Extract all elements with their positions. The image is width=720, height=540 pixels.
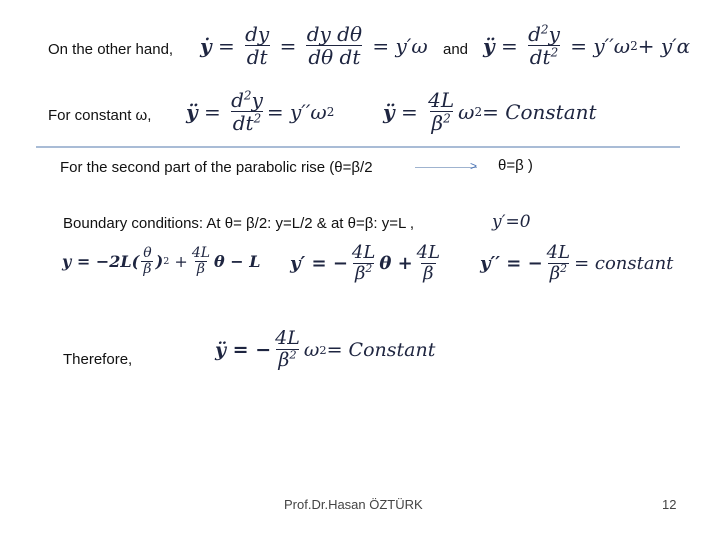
line5-eq-ydoubleprime: y′′ = − $\frac{4L}{\beta^2}$ = constant xyxy=(480,242,674,284)
frac-dy-dt: $\frac{dy}{dt}$ xyxy=(245,22,270,69)
footer-author: Prof.Dr.Hasan ÖZTÜRK xyxy=(284,497,423,512)
line1-equation: ẏ = $\frac{dy}{dt}$ = $\frac{\text{dy dθ}}{\text{dθ dt}}$ = y′ω xyxy=(200,22,428,69)
arrow-line xyxy=(415,167,477,168)
arrow-icon: > xyxy=(470,159,478,173)
line4-cond: y′=0 xyxy=(492,212,531,232)
line5-eq-yprime: y′ = − $\frac{4L}{\beta^2}$ θ + $\frac{4L}{\beta}$ xyxy=(290,242,441,284)
line6-equation: ÿ = − $\frac{4L}{\beta^2}$ ω 2 = Constant xyxy=(215,327,436,371)
line1-label: On the other hand, xyxy=(48,41,174,58)
line1-equation2: ÿ = $\frac{d^2y}{dt^2}$ = y′′ω 2 + y′α xyxy=(483,22,691,69)
and-label: and xyxy=(443,41,469,58)
divider xyxy=(36,146,680,148)
line4-label: Boundary conditions: At θ= β/2: y=L/2 & at θ=β: y=L , xyxy=(63,215,415,232)
frac-chain-rule: $\frac{\text{dy dθ}}{\text{dθ dt}}$ xyxy=(306,22,363,69)
line3-target: θ=β ) xyxy=(498,157,533,174)
line6-label: Therefore, xyxy=(63,351,133,368)
y-prime-alpha: + y′α xyxy=(637,34,691,58)
y-ddot: ÿ xyxy=(483,34,495,58)
y-prime-omega: y′ω xyxy=(395,34,428,58)
y-dot: ẏ xyxy=(200,34,212,58)
line5-eq-y: y = −2L( $\frac{\theta}{\beta}$ ) 2 + $\frac{4L}{\beta}$ θ − L xyxy=(62,245,261,277)
line2-equation1: ÿ = $\frac{d^2y}{dt^2}$ = y′′ω 2 xyxy=(186,88,335,135)
line2-label: For constant ω, xyxy=(48,107,152,124)
line2-equation2: ÿ = $\frac{4L}{\beta^2}$ ω 2 = Constant xyxy=(383,88,597,135)
constant-text: = Constant xyxy=(482,100,597,124)
frac-d2y-dt2: $\frac{d^2y}{dt^2}$ xyxy=(528,22,560,69)
page-number: 12 xyxy=(662,497,677,512)
line3-label: For the second part of the parabolic rise (θ=β/2 xyxy=(60,159,373,176)
